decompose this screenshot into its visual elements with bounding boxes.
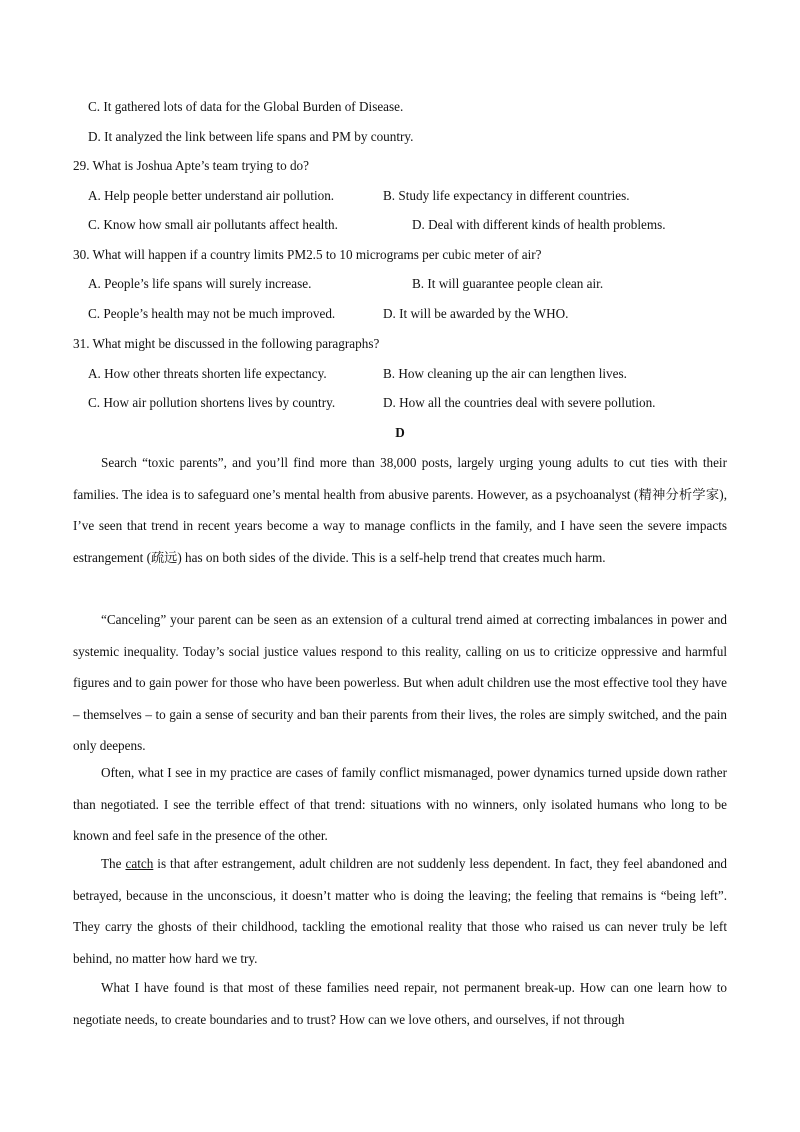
q31-question: 31. What might be discussed in the following paragraphs? [73,336,380,351]
q28-option-d: D. It analyzed the link between life spans and PM by country. [88,129,414,144]
q30-option-c: C. People’s health may not be much improved. [88,306,336,321]
passage-paragraph-4 [73,848,727,974]
q30-option-a: A. People’s life spans will surely increase. [88,276,312,291]
q31-option-c: C. How air pollution shortens lives by country. [88,395,336,410]
q31-option-b: B. How cleaning up the air can lengthen lives. [383,366,627,381]
q29-option-a: A. Help people better understand air pollution. [88,188,335,203]
q30-option-b: B. It will guarantee people clean air. [412,276,604,291]
paragraph-4-rest: is that after estrangement, adult children are not suddenly less dependent. In fact, they feel abandoned and betrayed, because in the unconscious, it doesn’t matter who is doing the leaving; the feeling that remains is “being left”. They carry the ghosts of their childhood, tackling the emotional reality that those who raised us can never truly be left behind, no matter how hard we try. [73,856,728,966]
passage-paragraph-5: What I have found is that most of these families need repair, not permanent break-up. How can one learn how to negotiate needs, to create boundaries and to trust? How can we love others, and ourselves, if not through [73,980,727,1027]
passage-paragraph-2: “Canceling” your parent can be seen as an extension of a cultural trend aimed at correcting imbalances in power and systemic inequality. Today’s social justice values respond to this reality, calling on us to criticize oppressive and harmful figures and to gain power for those who have been powerless. But when adult children use the most effective tool they have – themselves – to gain a sense of security and ban their parents from their lives, the roles are simply switched, and the pain only deepens. [73,612,727,753]
q28-option-c: C. It gathered lots of data for the Global Burden of Disease. [88,99,404,114]
q30-option-d: D. It will be awarded by the WHO. [383,306,569,321]
passage-paragraph-1: Search “toxic parents”, and you’ll find more than 38,000 posts, largely urging young adults to cut ties with their families. The idea is to safeguard one’s mental health from abusive parents. However, as a psychoanalyst (精神分析学家), I’ve seen that trend in recent years become a way to manage conflicts in the family, and I have seen the severe impacts estrangement (疏远) has on both sides of the divide. This is a self-help trend that creates much harm. [73,455,727,565]
q29-option-c: C. Know how small air pollutants affect health. [88,217,338,232]
q31-option-a: A. How other threats shorten life expectancy. [88,366,327,381]
underlined-word-catch: catch [125,856,154,871]
q31-option-d: D. How all the countries deal with severe pollution. [383,395,656,410]
q29-option-d: D. Deal with different kinds of health problems. [412,217,666,232]
paragraph-4-start: The [101,856,122,871]
passage-paragraph-3: Often, what I see in my practice are cases of family conflict mismanaged, power dynamics turned upside down rather than negotiated. I see the terrible effect of that trend: situations with no winners, only isolated humans who long to be known and feel safe in the presence of the other. [73,765,727,843]
q29-option-b: B. Study life expectancy in different countries. [383,188,630,203]
q29-question: 29. What is Joshua Apte’s team trying to do? [73,158,310,173]
passage-heading: D [395,425,405,440]
q30-question: 30. What will happen if a country limits PM2.5 to 10 micrograms per cubic meter of air? [73,247,542,262]
